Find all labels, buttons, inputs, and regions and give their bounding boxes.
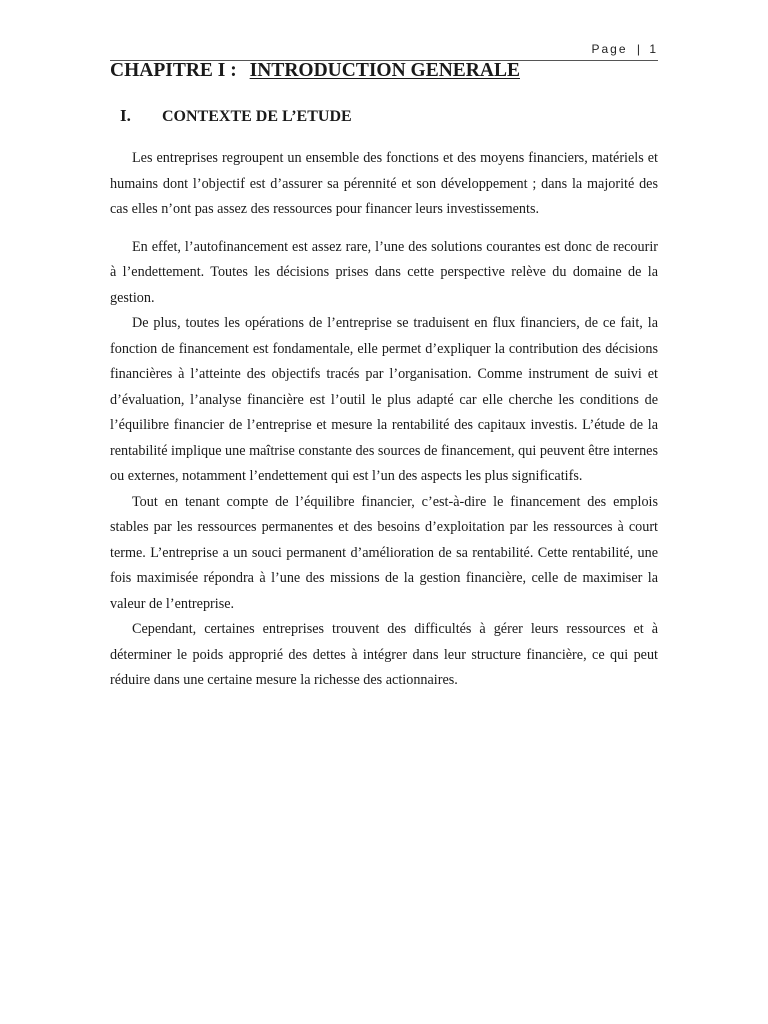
section-title — [120, 106, 352, 126]
page-header — [110, 42, 658, 56]
chapter-main-title: INTRODUCTION GENERALE — [249, 60, 520, 81]
paragraph-4: Tout en tenant compte de l’équilibre financier, c’est-à-dire le financement des emplois stables par les ressources permanentes et des besoins d’exploitation par les ressources à court terme. L’entreprise a un souci permanent d’amélioration de sa rentabilité. Cette rentabilité, une fois maximisée répondra à l’une des missions de la gestion financière, celle de maximiser la valeur de l’entreprise. — [110, 493, 658, 612]
page-number: 1 — [649, 42, 658, 56]
paragraph-5: Cependant, certaines entreprises trouvent des difficultés à gérer leurs ressources et à déterminer le poids approprié des dettes à intégrer dans leur structure financière, ce qui peut réduire dans une certaine mesure la richesse des actionnaires. — [110, 621, 658, 688]
page-separator: | — [636, 42, 640, 56]
paragraph-1: Les entreprises regroupent un ensemble des fonctions et des moyens financiers, matériels et humains dont l’objectif est d’assurer sa pérennité et son développement ; dans la majorité des cas elles n’ont pas assez des ressources pour financer leurs investissements. — [110, 150, 658, 217]
section-number: I. — [120, 106, 131, 125]
page-label: Page — [591, 42, 628, 56]
paragraph-2: En effet, l’autofinancement est assez rare, l’une des solutions courantes est donc de recourir à l’endettement. Toutes les décisions prises dans cette perspective relève du domaine de la gestion. — [110, 238, 658, 306]
chapter-title — [110, 60, 520, 82]
chapter-prefix: CHAPITRE I : — [110, 60, 237, 81]
section-heading-text: CONTEXTE DE L’ETUDE — [162, 108, 352, 125]
body-text — [110, 146, 658, 694]
paragraph-3: De plus, toutes les opérations de l’entreprise se traduisent en flux financiers, de ce fait, la fonction de financement est fondamentale, elle permet d’expliquer la contribution des décisions financières à l’atteinte des objectifs tracés par l’organisation. Comme instrument de suivi et d’évaluation, l’analyse financière est l’outil le plus adapté car elle cherche les conditions de l’équilibre financier de l’entreprise et mesure la rentabilité des capitaux investis. L’étude de la rentabilité implique une maîtrise constante des sources de financement, qui peuvent être internes ou externes, notamment l’endettement qui est l’un des aspects les plus significatifs. — [110, 315, 658, 484]
